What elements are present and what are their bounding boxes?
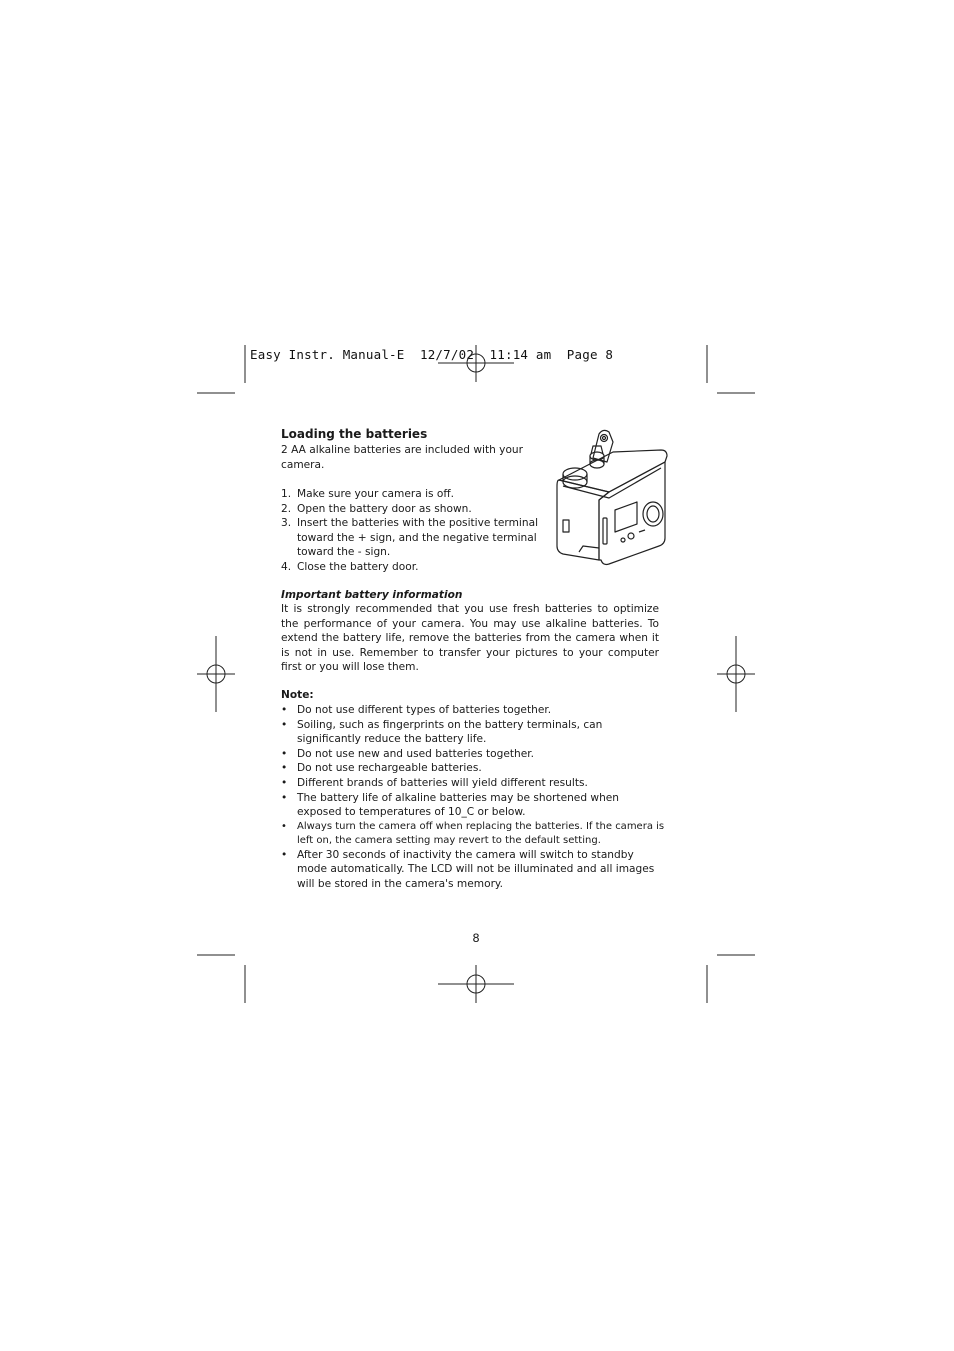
list-item: 1. Make sure your camera is off. (281, 488, 455, 500)
note-heading: Note: (281, 689, 314, 701)
page-number: 8 (472, 931, 480, 945)
important-body: It is strongly recommended that you use fresh batteries to optimize the performance of your camera. You may use alkaline batteries. To extend the battery life, remove the batteries from the camera when it is not in use. Remember to transfer your pictures to your computer first or you will lose them. (281, 603, 659, 674)
notes-list (281, 703, 665, 892)
list-item: 2. Open the battery door as shown. (281, 502, 472, 515)
slug-time: 11:14 am (489, 347, 552, 362)
list-item: • Do not use new and used batteries together. (281, 747, 535, 760)
list-item: • After 30 seconds of inactivity the camera will switch to standby mode automatically. The LCD will not be illuminated and all images will be stored in the camera's memory. (281, 848, 655, 890)
list-item: 3. Insert the batteries with the positive terminal toward the + sign, and the negative terminal toward the - sign. (281, 517, 539, 559)
list-item: 4. Close the battery door. (281, 560, 419, 573)
steps-list (281, 487, 541, 575)
slug-page: Page 8 (566, 347, 614, 362)
slug-date: 12/7/02 (419, 347, 475, 362)
camera-icon (553, 428, 671, 574)
list-item: • Do not use different types of batteries together. (281, 704, 552, 716)
list-item: • Soiling, such as fingerprints on the battery terminals, can significantly reduce the battery life. (281, 718, 603, 746)
slug-file: Easy Instr. Manual-E (250, 347, 405, 362)
list-item: • Different brands of batteries will yield different results. (281, 776, 588, 789)
important-heading: Important battery information (281, 589, 463, 601)
intro-text: 2 AA alkaline batteries are included with your camera. (281, 444, 524, 471)
list-item: • Do not use rechargeable batteries. (281, 762, 482, 775)
list-item: • The battery life of alkaline batteries may be shortened when exposed to temperatures of 10_C or below. (281, 791, 620, 819)
section-title: Loading the batteries (281, 427, 428, 441)
list-item: • Always turn the camera off when replacing the batteries. If the camera is left on, the camera setting may revert to the default setting. (281, 820, 665, 846)
